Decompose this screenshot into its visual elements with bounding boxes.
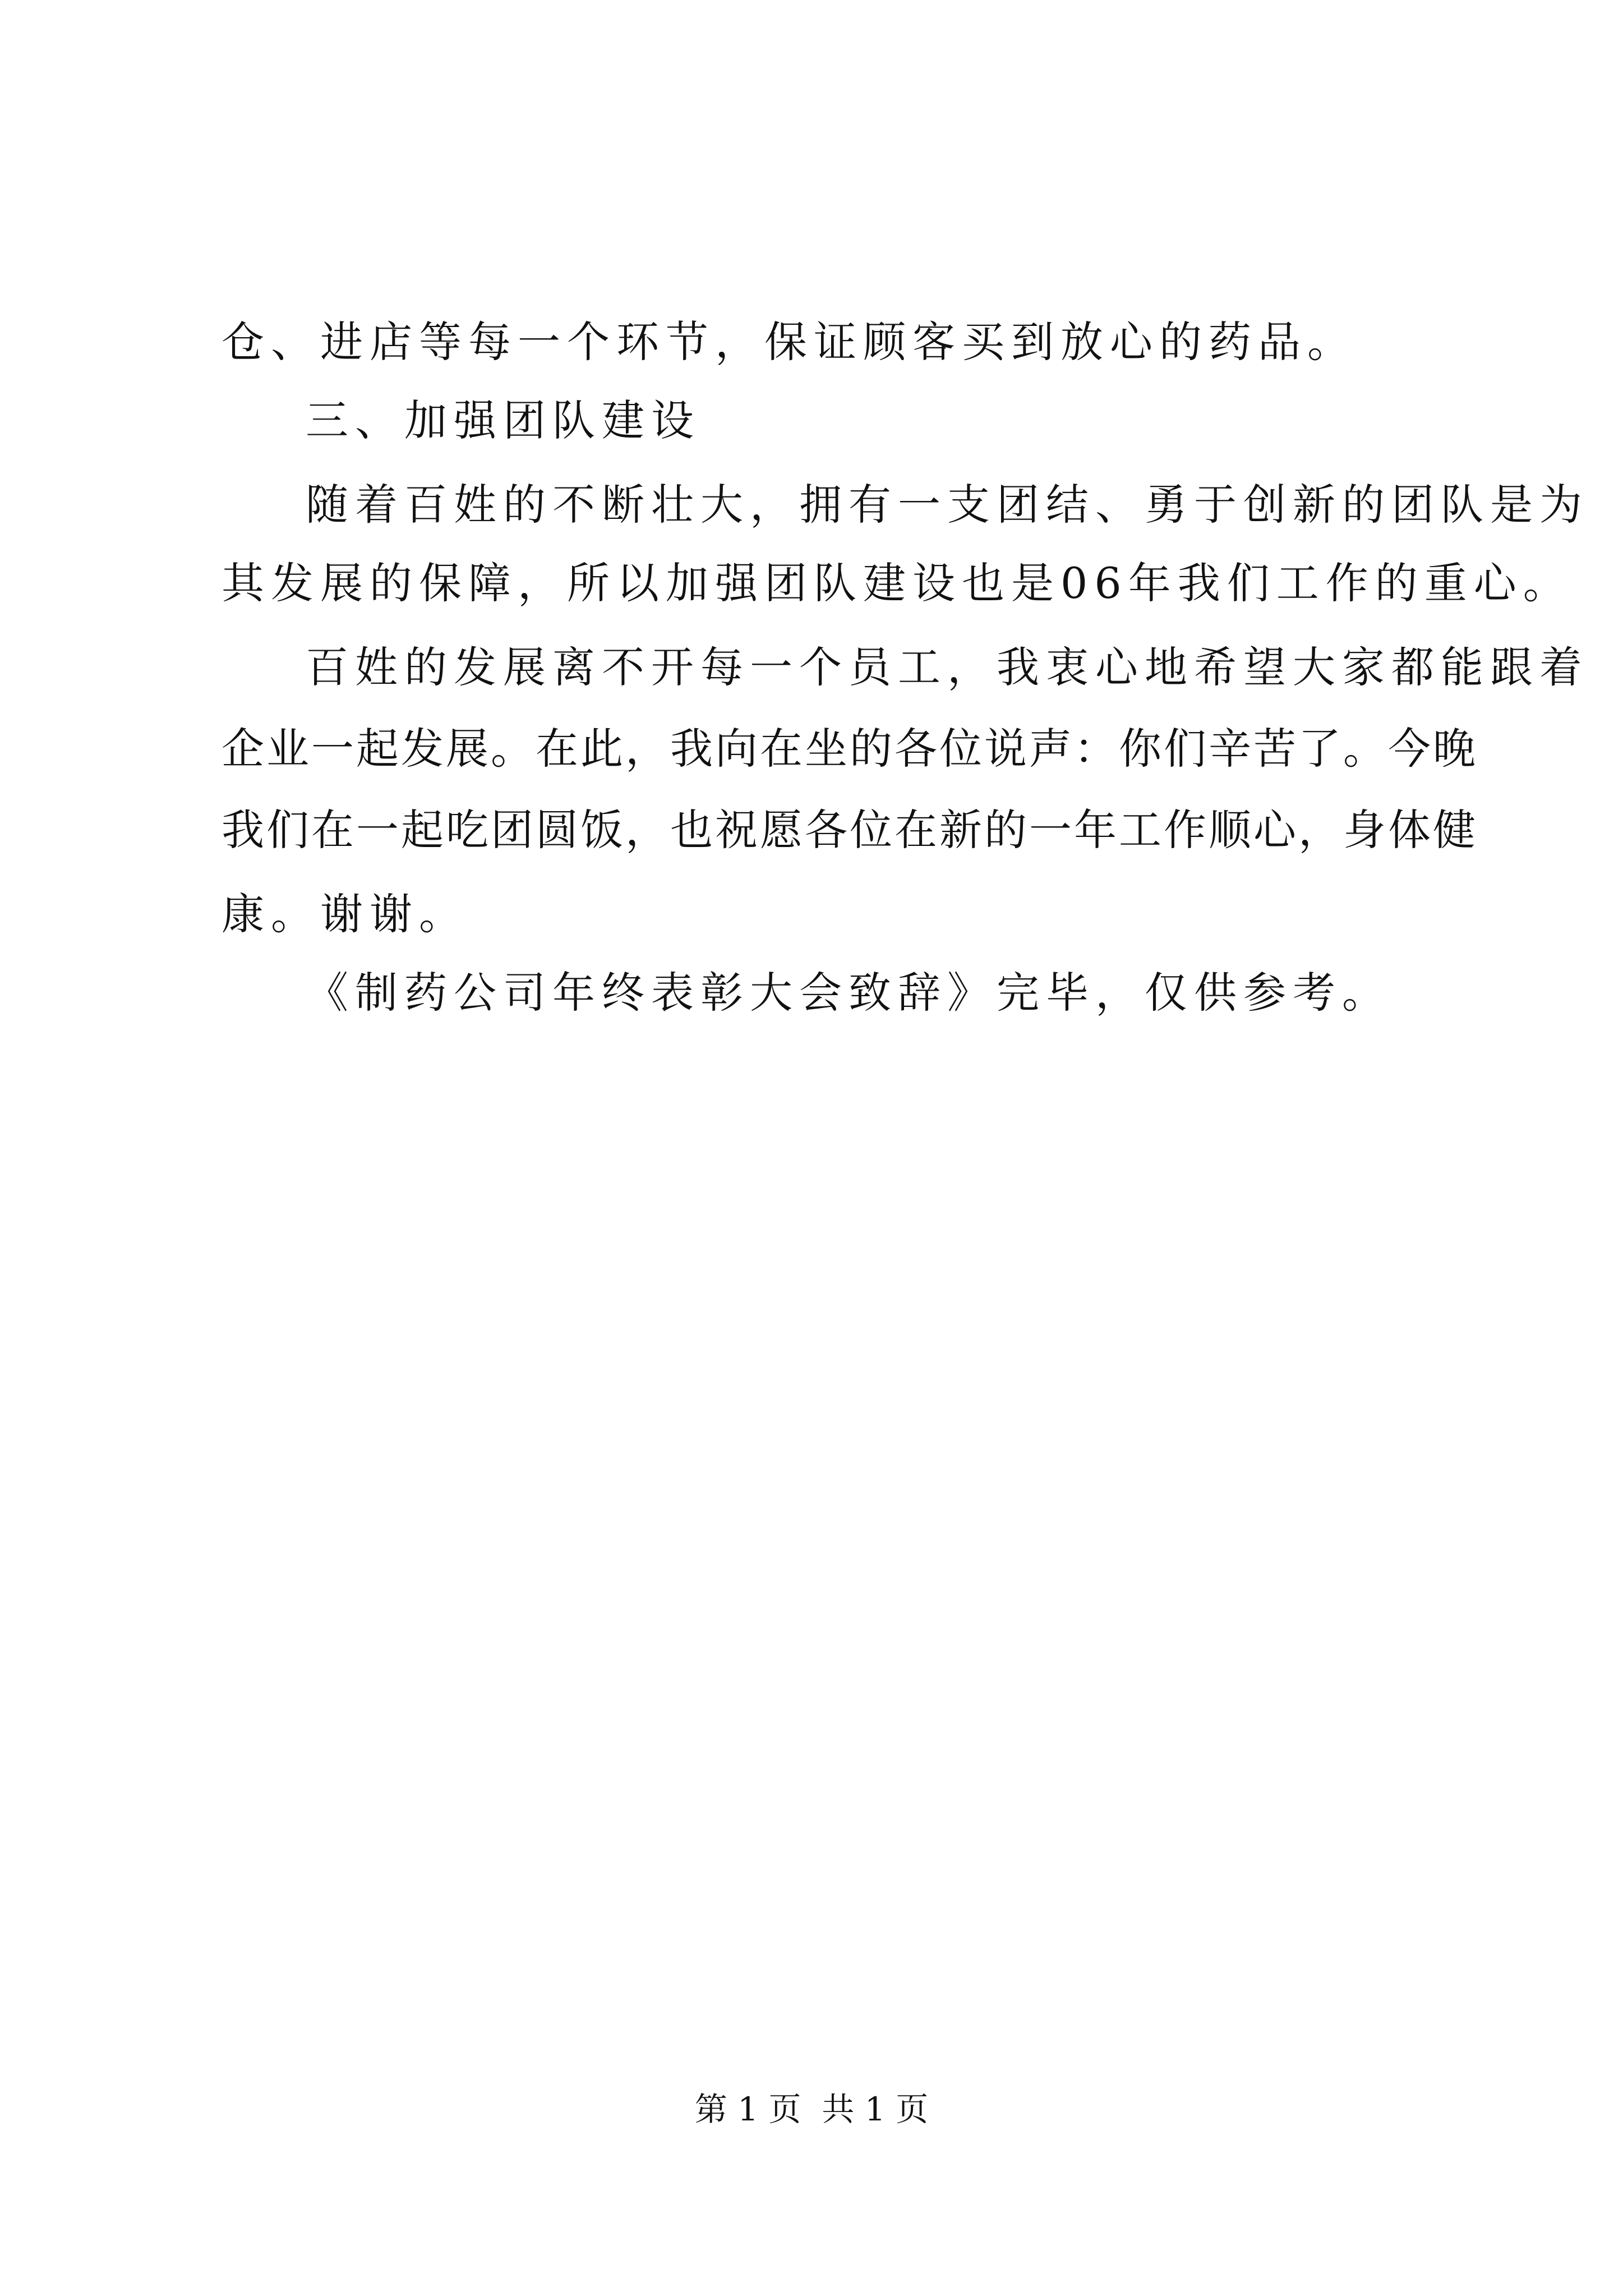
paragraph-line-1: 仓、进店等每一个环节，保证顾客买到放心的药品。 xyxy=(222,317,1357,367)
section-heading: 三、加强团队建设 xyxy=(306,395,700,445)
paragraph-line-4: 其发展的保障，所以加强团队建设也是06年我们工作的重心。 xyxy=(222,558,1573,608)
paragraph-line-8: 康。谢谢。 xyxy=(222,889,468,939)
paragraph-line-6: 企业一起发展。在此，我向在坐的各位说声：你们辛苦了。今晚 xyxy=(222,724,1478,774)
paragraph-line-5: 百姓的发展离不开每一个员工，我衷心地希望大家都能跟着 xyxy=(306,642,1589,692)
page-footer: 第 1 页 共 1 页 xyxy=(694,2090,929,2128)
paragraph-line-3: 随着百姓的不断壮大，拥有一支团结、勇于创新的团队是为 xyxy=(306,480,1589,530)
closing-line: 《制药公司年终表彰大会致辞》完毕，仅供参考。 xyxy=(306,968,1391,1018)
paragraph-line-7: 我们在一起吃团圆饭，也祝愿各位在新的一年工作顺心，身体健 xyxy=(222,805,1478,855)
